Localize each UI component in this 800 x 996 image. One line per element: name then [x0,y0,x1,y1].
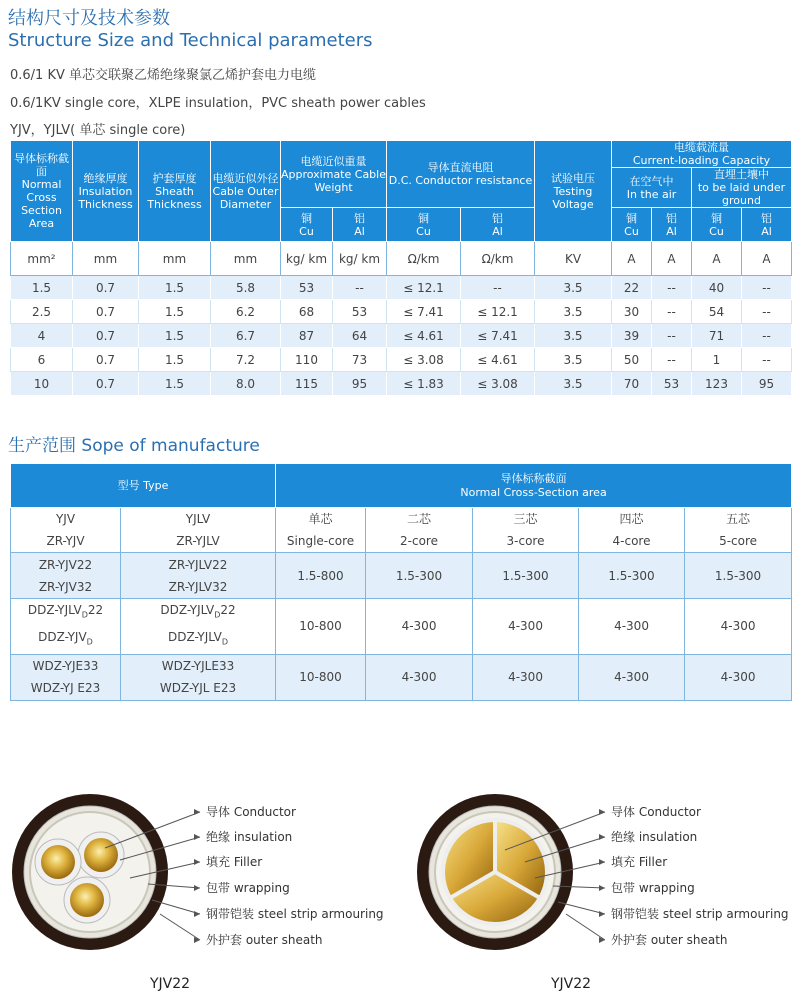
range-cell: 10-800 [276,654,366,700]
cable-models: YJV，YJLV( 单芯 single core) [10,123,186,138]
header-weight-al: 铝 Al [333,208,387,242]
cable-right-section [417,794,573,950]
range-cell: 4-300 [366,599,473,655]
unit-cell: kg/ km [281,242,333,276]
table-cell: 6.2 [211,300,281,324]
table-cell: 73 [333,348,387,372]
range-cell: 4-300 [579,599,685,655]
type-cell: YJV ZR-YJV [11,508,121,553]
unit-cell: A [652,242,692,276]
table-cell: 10 [11,372,73,396]
unit-cell: mm [73,242,139,276]
core-header: 四芯 4-core [579,508,685,553]
header-in-air: 在空气中 In the air [612,168,692,208]
table-cell: 123 [692,372,742,396]
header-outer-diameter: 电缆近似外径 Cable Outer Diameter [211,141,281,242]
unit-cell: kg/ km [333,242,387,276]
table-cell: 70 [612,372,652,396]
label-filler: 填充 Filler [611,855,668,869]
header-type: 型号 Type [11,464,276,508]
table-cell: ≤ 4.61 [461,348,535,372]
caption-right: YJV22 [551,976,592,992]
table-cell: 71 [692,324,742,348]
table-cell: 0.7 [73,276,139,300]
table-cell: ≤ 3.08 [387,348,461,372]
cable-desc-en: 0.6/1KV single core，XLPE insulation，PVC sheath power cables [10,96,426,111]
table-cell: 1.5 [139,276,211,300]
label-insulation: 绝缘 insulation [206,830,293,844]
core-header: 二芯 2-core [366,508,473,553]
technical-parameters-table [10,140,792,396]
table-cell: -- [652,300,692,324]
table-row [11,654,792,700]
table-cell: 53 [652,372,692,396]
table-row [11,276,792,300]
table-cell: 1.5 [139,372,211,396]
table-cell: 2.5 [11,300,73,324]
header-ground-cu: 铜 Cu [692,208,742,242]
header-weight-cu: 铜 Cu [281,208,333,242]
section-title-en: Structure Size and Technical parameters [8,30,373,51]
table-cell: 1.5 [139,324,211,348]
table-row [11,508,792,553]
table-cell: 53 [281,276,333,300]
unit-cell: mm² [11,242,73,276]
type-cell: YJLV ZR-YJLV [121,508,276,553]
type-cell: WDZ-YJLE33 WDZ-YJL E23 [121,654,276,700]
table-cell: 1.5 [11,276,73,300]
table-cell: 0.7 [73,372,139,396]
manufacture-scope-title: 生产范围 Sope of manufacture [8,436,260,456]
range-cell: 4-300 [579,654,685,700]
label-conductor: 导体 Conductor [611,805,701,819]
range-cell: 4-300 [366,654,473,700]
table-cell: 68 [281,300,333,324]
table-cell: 95 [333,372,387,396]
unit-cell: KV [535,242,612,276]
unit-cell: A [692,242,742,276]
table-cell: 3.5 [535,324,612,348]
cable-diagrams [0,790,800,996]
cable-desc-cn: 0.6/1 KV 单芯交联聚乙烯绝缘聚氯乙烯护套电力电缆 [10,68,317,83]
units-row [11,242,792,276]
table-cell: 115 [281,372,333,396]
type-cell: DDZ-$YJLV_D22$ DDZ-$YJLV_D$ [121,599,276,655]
label-armouring: 钢带铠装 steel strip armouring [206,907,384,921]
header-res-al: 铝 Al [461,208,535,242]
header-air-al: 铝 Al [652,208,692,242]
table-cell: 5.8 [211,276,281,300]
table-cell: -- [652,348,692,372]
table-cell: ≤ 7.41 [387,300,461,324]
header-sheath: 护套厚度 Sheath Thickness [139,141,211,242]
table-cell: 0.7 [73,300,139,324]
table-row [11,372,792,396]
table-row [11,300,792,324]
table-cell: -- [742,348,792,372]
table-cell: 87 [281,324,333,348]
range-cell: 4-300 [473,599,579,655]
header-ground-al: 铝 Al [742,208,792,242]
header-resistance: 导体直流电阻 D.C. Conductor resistance [387,141,535,208]
table-cell: -- [652,276,692,300]
section-title-cn: 结构尺寸及技术参数 [8,8,170,29]
header-area: 导体标称截面 Normal Cross Section Area [11,141,73,242]
unit-cell: Ω/km [387,242,461,276]
label-filler: 填充 Filler [206,855,263,869]
table-cell: 0.7 [73,348,139,372]
range-cell: 1.5-300 [579,553,685,599]
header-under-ground: 直埋土壤中 to be laid under ground [692,168,792,208]
table-cell: -- [461,276,535,300]
table-cell: 3.5 [535,300,612,324]
manufacture-scope-table [10,463,792,701]
header-res-cu: 铜 Cu [387,208,461,242]
table-cell: 64 [333,324,387,348]
table-cell: -- [652,324,692,348]
table-cell: 54 [692,300,742,324]
unit-cell: Ω/km [461,242,535,276]
table-row [11,348,792,372]
range-cell: 4-300 [685,654,792,700]
label-outer-sheath: 外护套 outer sheath [611,933,728,947]
table-cell: 6.7 [211,324,281,348]
range-cell: 10-800 [276,599,366,655]
table-cell: 4 [11,324,73,348]
caption-left: YJV22 [150,976,191,992]
table-cell: ≤ 12.1 [387,276,461,300]
type-cell: DDZ-$YJLV_D22$ DDZ-$YJV_D$ [11,599,121,655]
table-cell: -- [333,276,387,300]
table-cell: 110 [281,348,333,372]
table-cell: ≤ 7.41 [461,324,535,348]
table-cell: 40 [692,276,742,300]
core-header: 五芯 5-core [685,508,792,553]
range-cell: 1.5-300 [473,553,579,599]
table-cell: 1.5 [139,348,211,372]
range-cell: 4-300 [685,599,792,655]
header-weight: 电缆近似重量 Approximate Cable Weight [281,141,387,208]
table-cell: 39 [612,324,652,348]
cable-left-section [12,794,168,950]
table-cell: 3.5 [535,348,612,372]
range-cell: 1.5-300 [366,553,473,599]
unit-cell: A [612,242,652,276]
table-cell: ≤ 4.61 [387,324,461,348]
header-current-capacity: 电缆载流量 Current-loading Capacity [612,141,792,168]
label-insulation: 绝缘 insulation [611,830,698,844]
label-armouring: 钢带铠装 steel strip armouring [611,907,789,921]
table-cell: 95 [742,372,792,396]
table-cell: ≤ 1.83 [387,372,461,396]
label-wrapping: 包带 wrapping [206,881,290,895]
range-cell: 1.5-800 [276,553,366,599]
table-cell: -- [742,324,792,348]
unit-cell: A [742,242,792,276]
table-cell: 50 [612,348,652,372]
unit-cell: mm [211,242,281,276]
table-cell: 7.2 [211,348,281,372]
table-cell: ≤ 3.08 [461,372,535,396]
table-cell: 8.0 [211,372,281,396]
header-testing-voltage: 试验电压 Testing Voltage [535,141,612,242]
label-conductor: 导体 Conductor [206,805,296,819]
table-row [11,324,792,348]
table-row [11,599,792,655]
header-insulation: 绝缘厚度 Insulation Thickness [73,141,139,242]
type-cell: ZR-YJLV22 ZR-YJLV32 [121,553,276,599]
table-row [11,553,792,599]
label-outer-sheath: 外护套 outer sheath [206,933,323,947]
type-cell: ZR-YJV22 ZR-YJV32 [11,553,121,599]
header-air-cu: 铜 Cu [612,208,652,242]
table-cell: 53 [333,300,387,324]
table-cell: -- [742,276,792,300]
label-wrapping: 包带 wrapping [611,881,695,895]
table-cell: -- [742,300,792,324]
table-cell: 22 [612,276,652,300]
table-cell: 30 [612,300,652,324]
table-cell: 6 [11,348,73,372]
core-header: 三芯 3-core [473,508,579,553]
type-cell: WDZ-YJE33 WDZ-YJ E23 [11,654,121,700]
table-cell: 1.5 [139,300,211,324]
core-header: 单芯 Single-core [276,508,366,553]
table-cell: 1 [692,348,742,372]
header-cross-section: 导体标称截面 Normal Cross-Section area [276,464,792,508]
table-cell: 3.5 [535,372,612,396]
table-cell: 0.7 [73,324,139,348]
range-cell: 1.5-300 [685,553,792,599]
table-cell: 3.5 [535,276,612,300]
range-cell: 4-300 [473,654,579,700]
table-cell: ≤ 12.1 [461,300,535,324]
unit-cell: mm [139,242,211,276]
